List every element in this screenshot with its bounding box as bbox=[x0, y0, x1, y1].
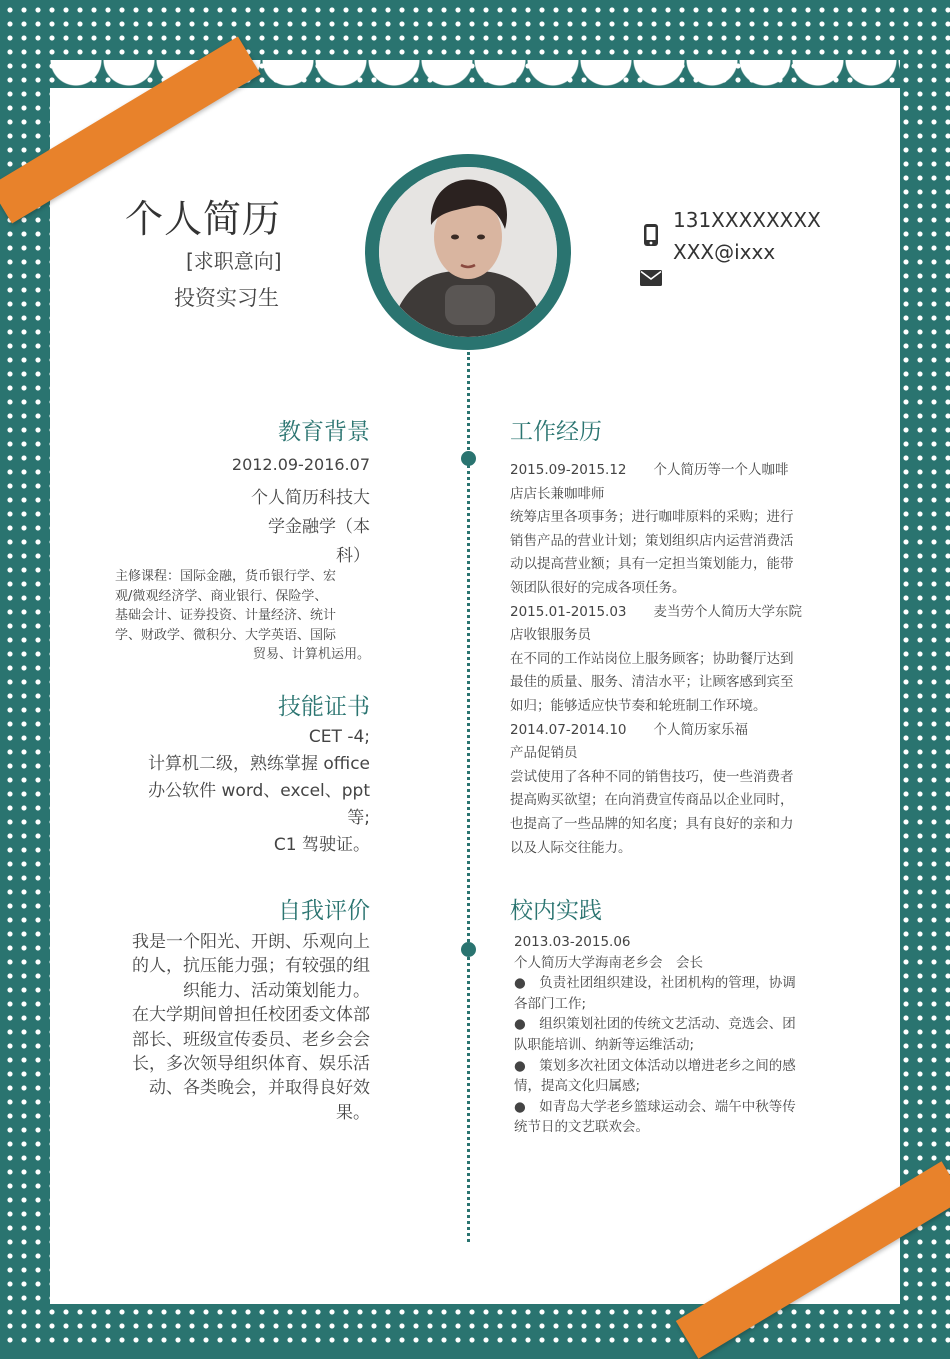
job-desc-line: 尝试使用了各种不同的销售技巧，使一些消费者 bbox=[510, 768, 794, 785]
campus-line: ● 策划多次社团文体活动以增进老乡之间的感 bbox=[514, 1057, 796, 1074]
education-heading: 教育背景 bbox=[278, 419, 370, 445]
self-eval-heading: 自我评价 bbox=[278, 898, 370, 924]
campus-line: 情，提高文化归属感; bbox=[514, 1078, 641, 1095]
job-role: 产品促销员 bbox=[510, 745, 578, 762]
job-desc-line: 以及人际交往能力。 bbox=[510, 839, 632, 856]
job-desc-line: 统筹店里各项事务；进行咖啡原料的采购；进行 bbox=[510, 509, 794, 526]
skills-list bbox=[148, 724, 370, 859]
self-eval-line: 果。 bbox=[336, 1102, 370, 1123]
self-eval-line: 动、各类晚会，并取得良好效 bbox=[149, 1078, 370, 1099]
job-desc-line: 如归；能够适应快节奏和轮班制工作环境。 bbox=[510, 697, 767, 714]
education-school bbox=[251, 484, 370, 571]
skill-line: 计算机二级，熟练掌握 office bbox=[147, 754, 370, 774]
campus-list bbox=[514, 932, 834, 1138]
campus-line: 队职能培训、纳新等运维活动; bbox=[514, 1036, 695, 1053]
job-role: 店店长兼咖啡师 bbox=[510, 485, 605, 502]
email-address: XXX@ixxx bbox=[673, 240, 776, 264]
courses-line: 基础会计、证券投资、计量经济、统计 bbox=[115, 608, 337, 623]
self-eval-line: 长，多次领导组织体育、娱乐活 bbox=[132, 1054, 370, 1075]
job-desc-line: 领团队很好的完成各项任务。 bbox=[510, 579, 686, 596]
timeline-dot bbox=[461, 451, 476, 466]
resume-title: 个人简历 bbox=[125, 197, 282, 241]
self-eval-line: 我是一个阳光、开朗、乐观向上 bbox=[132, 932, 370, 952]
campus-date: 2013.03-2015.06 bbox=[514, 934, 631, 950]
courses-line: 学、财政学、微积分、大学英语、国际 bbox=[115, 627, 337, 643]
phone-icon bbox=[642, 223, 660, 251]
intent-label: [求职意向] bbox=[186, 249, 282, 273]
job-head: 2014.07-2014.10 个人简历家乐福 bbox=[510, 721, 749, 738]
campus-line: ● 负责社团组织建设，社团机构的管理，协调 bbox=[514, 975, 796, 992]
job-head: 2015.01-2015.03 麦当劳个人简历大学东院 bbox=[510, 603, 803, 620]
timeline-line bbox=[467, 352, 470, 1242]
campus-line: 各部门工作; bbox=[514, 995, 587, 1012]
self-eval-line: 织能力、活动策划能力。 bbox=[183, 980, 370, 1001]
self-eval-line: 的人，抗压能力强；有较强的组 bbox=[132, 956, 370, 977]
school-line: 个人简历科技大 bbox=[251, 488, 370, 508]
self-eval-line: 在大学期间曾担任校团委文体部 bbox=[132, 1005, 370, 1026]
work-list bbox=[510, 459, 830, 860]
job-head: 2015.09-2015.12 个人简历等一个人咖啡 bbox=[510, 462, 789, 478]
work-heading: 工作经历 bbox=[510, 419, 602, 445]
skill-line: 办公软件 word、excel、ppt bbox=[148, 781, 370, 801]
campus-org: 个人简历大学海南老乡会 会长 bbox=[514, 954, 703, 971]
job-desc-line: 在不同的工作站岗位上服务顾客；协助餐厅达到 bbox=[510, 650, 794, 667]
mail-icon bbox=[640, 270, 662, 290]
self-eval-text bbox=[132, 930, 370, 1125]
school-line: 科） bbox=[336, 546, 370, 566]
skills-heading: 技能证书 bbox=[278, 694, 370, 720]
job-desc-line: 也提高了一些品牌的知名度；具有良好的亲和力 bbox=[510, 815, 794, 832]
timeline-dot bbox=[461, 942, 476, 957]
campus-heading: 校内实践 bbox=[510, 898, 602, 924]
skill-line: C1 驾驶证。 bbox=[273, 835, 370, 855]
job-desc-line: 最佳的质量、服务、清洁水平；让顾客感到宾至 bbox=[510, 674, 794, 691]
job-role: 店收银服务员 bbox=[510, 627, 591, 644]
education-date: 2012.09-2016.07 bbox=[231, 455, 370, 474]
courses-line: 观/微观经济学、商业银行、保险学、 bbox=[115, 588, 328, 604]
school-line: 学金融学（本 bbox=[268, 517, 370, 537]
skill-line: 等; bbox=[347, 808, 370, 828]
profile-photo bbox=[379, 167, 557, 337]
campus-line: 统节日的文艺联欢会。 bbox=[514, 1119, 649, 1136]
courses-line: 贸易、计算机运用。 bbox=[252, 647, 370, 662]
courses-line: 主修课程：国际金融，货币银行学、宏 bbox=[115, 569, 337, 584]
job-desc-line: 销售产品的营业计划；策划组织店内运营消费活 bbox=[510, 532, 794, 549]
job-desc-line: 提高购买欲望；在向消费宣传商品以企业同时， bbox=[510, 792, 794, 809]
education-courses bbox=[115, 567, 370, 665]
campus-line: ● 组织策划社团的传统文艺活动、竞选会、团 bbox=[514, 1016, 796, 1033]
campus-line: ● 如青岛大学老乡篮球运动会、端午中秋等传 bbox=[514, 1098, 796, 1115]
skill-line: CET -4; bbox=[308, 727, 370, 747]
self-eval-line: 部长、班级宣传委员、老乡会会 bbox=[132, 1029, 370, 1050]
job-position: 投资实习生 bbox=[174, 286, 279, 310]
job-desc-line: 动以提高营业额；具有一定担当策划能力，能带 bbox=[510, 556, 794, 573]
phone-number: 131XXXXXXXX bbox=[673, 208, 821, 232]
